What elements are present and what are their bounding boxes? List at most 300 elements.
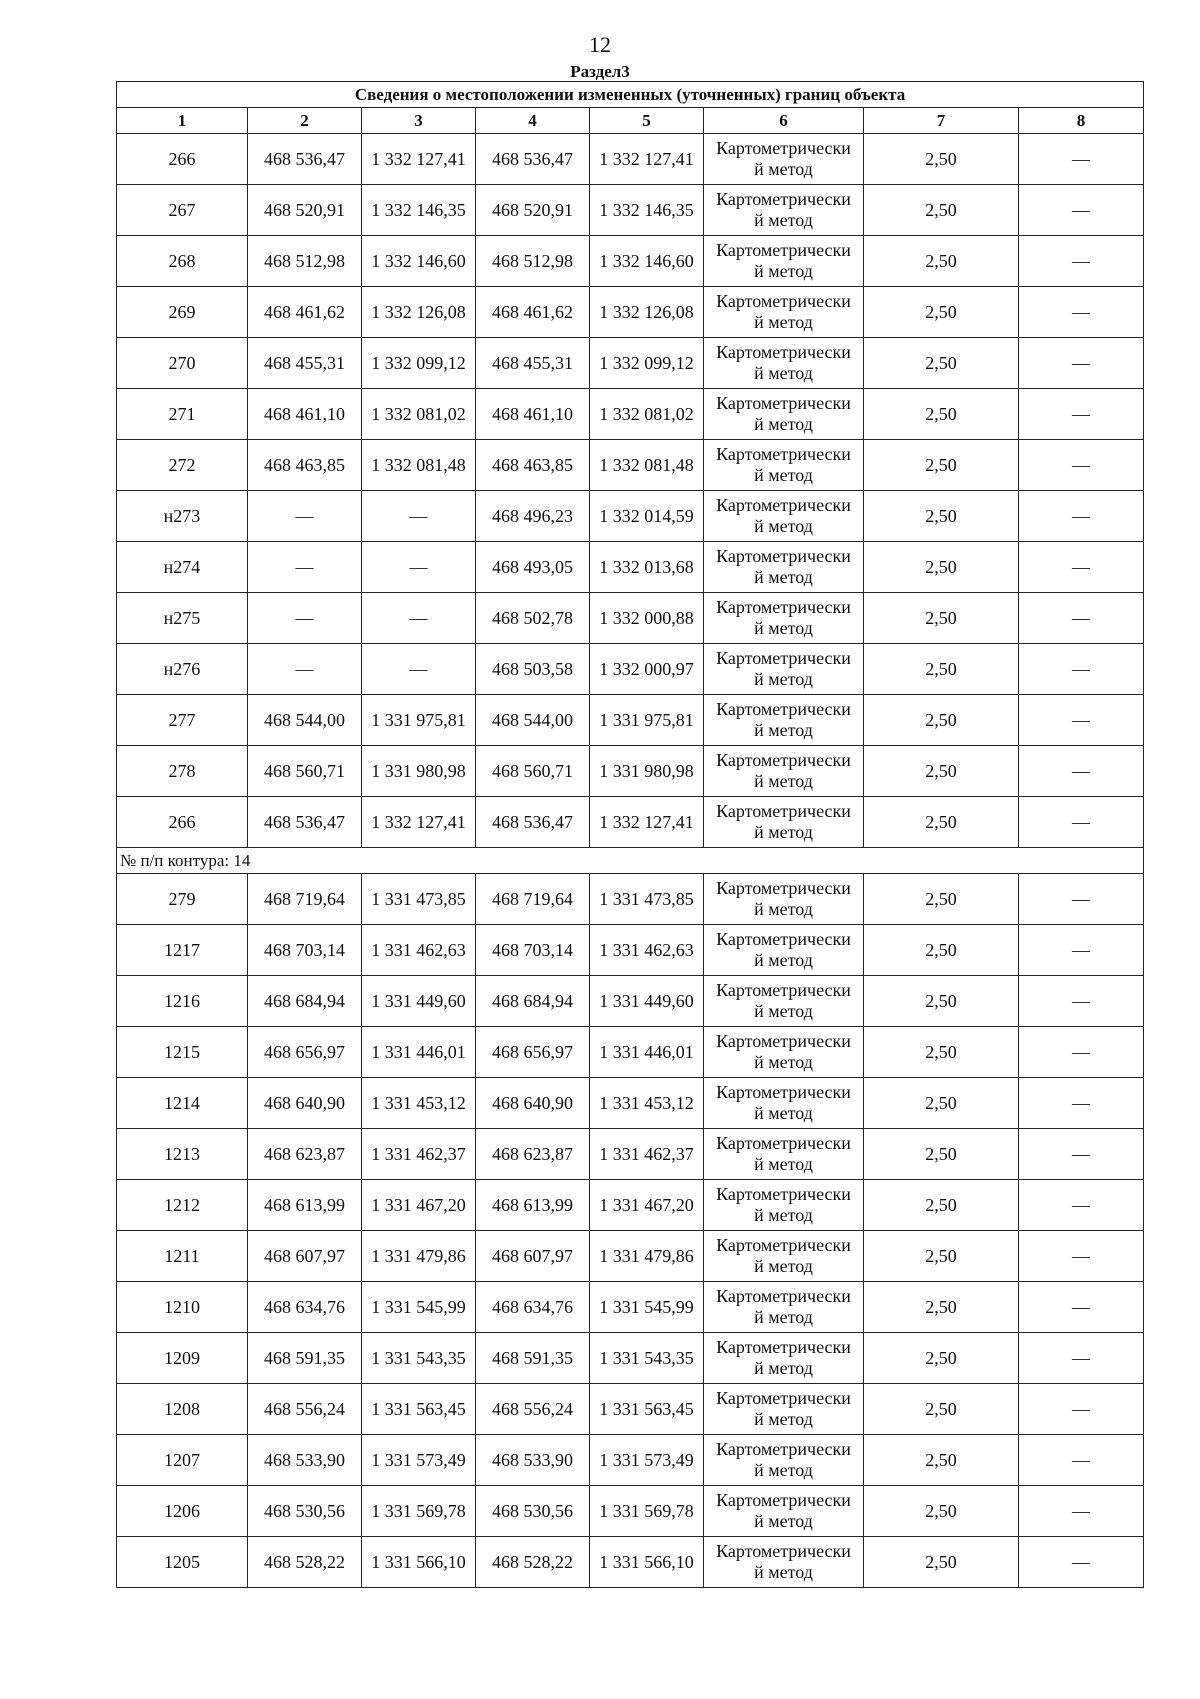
description-cell: —	[1019, 440, 1144, 491]
method-text-line1: Картометрически	[716, 1133, 851, 1153]
coordinate-cell: 1 331 462,63	[362, 925, 476, 976]
method-cell	[704, 338, 864, 389]
method-text-line2: й метод	[754, 669, 813, 689]
method-text-line1: Картометрически	[716, 138, 851, 158]
table-row	[117, 1384, 1144, 1435]
method-text-line2: й метод	[754, 899, 813, 919]
method-text-line1: Картометрически	[716, 546, 851, 566]
method-text-line1: Картометрически	[716, 1235, 851, 1255]
coordinate-cell: 1 331 449,60	[362, 976, 476, 1027]
method-text-line1: Картометрически	[716, 648, 851, 668]
method-cell	[704, 236, 864, 287]
description-cell: —	[1019, 287, 1144, 338]
coordinate-cell: 468 560,71	[476, 746, 590, 797]
description-cell: —	[1019, 1435, 1144, 1486]
point-number-cell: 268	[117, 236, 248, 287]
table-row	[117, 389, 1144, 440]
method-text-line2: й метод	[754, 1307, 813, 1327]
point-number-cell: 1207	[117, 1435, 248, 1486]
coordinate-cell: 468 455,31	[476, 338, 590, 389]
precision-cell: 2,50	[864, 925, 1019, 976]
table-row	[117, 338, 1144, 389]
description-cell: —	[1019, 1231, 1144, 1282]
description-cell: —	[1019, 644, 1144, 695]
coordinate-cell: 1 331 980,98	[590, 746, 704, 797]
column-header: 4	[476, 108, 590, 134]
precision-cell: 2,50	[864, 1282, 1019, 1333]
method-text-line2: й метод	[754, 1562, 813, 1582]
coordinate-cell: 1 332 146,35	[362, 185, 476, 236]
coordinate-cell: 1 331 975,81	[362, 695, 476, 746]
method-cell	[704, 134, 864, 185]
table-row	[117, 976, 1144, 1027]
method-cell	[704, 1078, 864, 1129]
table-row	[117, 695, 1144, 746]
table-row	[117, 1282, 1144, 1333]
description-cell: —	[1019, 542, 1144, 593]
description-cell: —	[1019, 1537, 1144, 1588]
precision-cell: 2,50	[864, 389, 1019, 440]
point-number-cell: 1216	[117, 976, 248, 1027]
coordinate-cell: 1 332 099,12	[590, 338, 704, 389]
precision-cell: 2,50	[864, 874, 1019, 925]
coordinate-cell: 1 331 473,85	[590, 874, 704, 925]
method-text-line1: Картометрически	[716, 1184, 851, 1204]
coordinate-cell: 1 331 573,49	[362, 1435, 476, 1486]
precision-cell: 2,50	[864, 1027, 1019, 1078]
coordinate-cell: 1 332 081,02	[590, 389, 704, 440]
coordinate-cell: 1 331 446,01	[362, 1027, 476, 1078]
method-text-line1: Картометрически	[716, 495, 851, 515]
table-row	[117, 1435, 1144, 1486]
method-text-line1: Картометрически	[716, 1286, 851, 1306]
coordinate-cell: 1 331 573,49	[590, 1435, 704, 1486]
coordinate-cell: 1 331 543,35	[362, 1333, 476, 1384]
coordinate-cell: 468 461,10	[248, 389, 362, 440]
method-cell	[704, 542, 864, 593]
coordinate-cell: 468 544,00	[476, 695, 590, 746]
coordinate-cell: 1 331 975,81	[590, 695, 704, 746]
method-text-line2: й метод	[754, 1358, 813, 1378]
method-text-line1: Картометрически	[716, 1541, 851, 1561]
method-text-line1: Картометрически	[716, 240, 851, 260]
coordinate-cell: 468 536,47	[248, 134, 362, 185]
coordinate-cell: 468 536,47	[248, 797, 362, 848]
method-text-line1: Картометрически	[716, 801, 851, 821]
coordinate-cell: 1 332 126,08	[590, 287, 704, 338]
coordinate-cell: 1 331 467,20	[590, 1180, 704, 1231]
point-number-cell: 278	[117, 746, 248, 797]
coordinate-cell: 1 331 566,10	[590, 1537, 704, 1588]
coordinate-cell: 468 719,64	[248, 874, 362, 925]
section-label: Раздел3	[570, 62, 630, 81]
method-text-line2: й метод	[754, 363, 813, 383]
description-cell: —	[1019, 797, 1144, 848]
method-text-line2: й метод	[754, 516, 813, 536]
description-cell: —	[1019, 134, 1144, 185]
method-text-line1: Картометрически	[716, 878, 851, 898]
method-text-line2: й метод	[754, 1154, 813, 1174]
method-text-line1: Картометрически	[716, 597, 851, 617]
description-cell: —	[1019, 491, 1144, 542]
coordinate-cell: 1 331 569,78	[590, 1486, 704, 1537]
page-number: 12	[589, 32, 611, 57]
coordinate-cell: 468 455,31	[248, 338, 362, 389]
point-number-cell: 269	[117, 287, 248, 338]
table-row	[117, 1027, 1144, 1078]
coordinate-cell: 1 331 479,86	[590, 1231, 704, 1282]
method-cell	[704, 1384, 864, 1435]
point-number-cell: 1215	[117, 1027, 248, 1078]
coordinate-cell: 1 331 462,37	[362, 1129, 476, 1180]
table-row	[117, 874, 1144, 925]
coordinate-cell: 1 331 563,45	[362, 1384, 476, 1435]
method-cell	[704, 185, 864, 236]
table-title: Сведения о местоположении измененных (уточненных) границ объекта	[117, 82, 1144, 108]
method-text-line1: Картометрически	[716, 444, 851, 464]
method-text-line1: Картометрически	[716, 342, 851, 362]
coordinate-cell: 468 591,35	[248, 1333, 362, 1384]
method-text-line2: й метод	[754, 210, 813, 230]
method-text-line2: й метод	[754, 465, 813, 485]
coordinate-cell: 1 332 000,97	[590, 644, 704, 695]
table-row	[117, 746, 1144, 797]
point-number-cell: н275	[117, 593, 248, 644]
method-text-line1: Картометрически	[716, 750, 851, 770]
coordinate-cell: 468 623,87	[248, 1129, 362, 1180]
coordinate-cell: —	[362, 491, 476, 542]
point-number-cell: 266	[117, 797, 248, 848]
method-text-line2: й метод	[754, 1256, 813, 1276]
coordinate-cell: 468 536,47	[476, 797, 590, 848]
boundary-table	[116, 81, 1144, 1588]
coordinate-cell: —	[248, 593, 362, 644]
coordinate-cell: 1 332 146,35	[590, 185, 704, 236]
precision-cell: 2,50	[864, 644, 1019, 695]
coordinate-cell: 468 703,14	[476, 925, 590, 976]
method-cell	[704, 695, 864, 746]
method-text-line2: й метод	[754, 771, 813, 791]
method-cell	[704, 1282, 864, 1333]
method-cell	[704, 389, 864, 440]
method-text-line2: й метод	[754, 1052, 813, 1072]
method-text-line2: й метод	[754, 1409, 813, 1429]
coordinate-cell: 468 461,62	[476, 287, 590, 338]
method-cell	[704, 440, 864, 491]
coordinate-cell: 468 607,97	[476, 1231, 590, 1282]
coordinate-cell: 1 332 127,41	[362, 134, 476, 185]
precision-cell: 2,50	[864, 1129, 1019, 1180]
coordinate-cell: 1 331 462,37	[590, 1129, 704, 1180]
column-header-row	[117, 108, 1144, 134]
column-header: 6	[704, 108, 864, 134]
method-text-line2: й метод	[754, 261, 813, 281]
point-number-cell: 1214	[117, 1078, 248, 1129]
coordinate-cell: 1 331 980,98	[362, 746, 476, 797]
method-text-line1: Картометрически	[716, 1490, 851, 1510]
description-cell: —	[1019, 925, 1144, 976]
coordinate-cell: 1 331 545,99	[362, 1282, 476, 1333]
method-cell	[704, 593, 864, 644]
point-number-cell: 279	[117, 874, 248, 925]
description-cell: —	[1019, 185, 1144, 236]
coordinate-cell: 468 512,98	[248, 236, 362, 287]
method-text-line1: Картометрически	[716, 393, 851, 413]
method-cell	[704, 1486, 864, 1537]
column-header: 3	[362, 108, 476, 134]
table-row	[117, 593, 1144, 644]
table-row	[117, 1537, 1144, 1588]
method-text-line1: Картометрически	[716, 1082, 851, 1102]
precision-cell: 2,50	[864, 1231, 1019, 1282]
precision-cell: 2,50	[864, 338, 1019, 389]
coordinate-cell: 468 463,85	[476, 440, 590, 491]
description-cell: —	[1019, 1027, 1144, 1078]
method-text-line2: й метод	[754, 822, 813, 842]
method-cell	[704, 874, 864, 925]
table-row	[117, 440, 1144, 491]
description-cell: —	[1019, 593, 1144, 644]
coordinate-cell: 468 544,00	[248, 695, 362, 746]
method-cell	[704, 491, 864, 542]
table-row	[117, 287, 1144, 338]
point-number-cell: 1208	[117, 1384, 248, 1435]
coordinate-cell: 1 331 446,01	[590, 1027, 704, 1078]
coordinate-cell: 468 463,85	[248, 440, 362, 491]
coordinate-cell: 1 331 569,78	[362, 1486, 476, 1537]
precision-cell: 2,50	[864, 1333, 1019, 1384]
method-text-line2: й метод	[754, 312, 813, 332]
coordinate-cell: 1 332 014,59	[590, 491, 704, 542]
coordinate-cell: 1 331 453,12	[590, 1078, 704, 1129]
table-row	[117, 1180, 1144, 1231]
method-text-line2: й метод	[754, 414, 813, 434]
precision-cell: 2,50	[864, 542, 1019, 593]
method-cell	[704, 287, 864, 338]
coordinate-cell: 1 331 566,10	[362, 1537, 476, 1588]
column-header: 2	[248, 108, 362, 134]
method-cell	[704, 1180, 864, 1231]
point-number-cell: 271	[117, 389, 248, 440]
coordinate-cell: 468 684,94	[476, 976, 590, 1027]
column-header: 7	[864, 108, 1019, 134]
coordinate-cell: —	[248, 644, 362, 695]
point-number-cell: 270	[117, 338, 248, 389]
point-number-cell: 1212	[117, 1180, 248, 1231]
coordinate-cell: 468 640,90	[248, 1078, 362, 1129]
method-text-line2: й метод	[754, 159, 813, 179]
coordinate-cell: 468 634,76	[476, 1282, 590, 1333]
point-number-cell: 1210	[117, 1282, 248, 1333]
precision-cell: 2,50	[864, 440, 1019, 491]
description-cell: —	[1019, 874, 1144, 925]
coordinate-cell: 1 332 146,60	[362, 236, 476, 287]
coordinate-cell: 468 533,90	[248, 1435, 362, 1486]
table-row	[117, 542, 1144, 593]
coordinate-cell: —	[362, 593, 476, 644]
coordinate-cell: 1 332 081,02	[362, 389, 476, 440]
table-row	[117, 797, 1144, 848]
precision-cell: 2,50	[864, 1078, 1019, 1129]
coordinate-cell: 468 533,90	[476, 1435, 590, 1486]
coordinate-cell: 468 503,58	[476, 644, 590, 695]
table-row	[117, 1129, 1144, 1180]
table-row	[117, 1333, 1144, 1384]
method-cell	[704, 644, 864, 695]
coordinate-cell: 1 332 127,41	[590, 797, 704, 848]
method-cell	[704, 925, 864, 976]
description-cell: —	[1019, 389, 1144, 440]
coordinate-cell: 468 530,56	[476, 1486, 590, 1537]
contour-row	[117, 848, 1144, 874]
method-text-line2: й метод	[754, 720, 813, 740]
coordinate-cell: 1 332 126,08	[362, 287, 476, 338]
method-text-line2: й метод	[754, 950, 813, 970]
precision-cell: 2,50	[864, 746, 1019, 797]
description-cell: —	[1019, 746, 1144, 797]
method-cell	[704, 1027, 864, 1078]
method-text-line1: Картометрически	[716, 980, 851, 1000]
method-cell	[704, 1537, 864, 1588]
coordinate-cell: 468 591,35	[476, 1333, 590, 1384]
point-number-cell: 277	[117, 695, 248, 746]
coordinate-cell: 468 607,97	[248, 1231, 362, 1282]
point-number-cell: 1209	[117, 1333, 248, 1384]
method-text-line1: Картометрически	[716, 1337, 851, 1357]
table-row	[117, 491, 1144, 542]
description-cell: —	[1019, 1129, 1144, 1180]
method-text-line1: Картометрически	[716, 1439, 851, 1459]
coordinate-cell: 1 332 127,41	[362, 797, 476, 848]
column-header: 8	[1019, 108, 1144, 134]
method-text-line2: й метод	[754, 1103, 813, 1123]
precision-cell: 2,50	[864, 287, 1019, 338]
coordinate-cell: 468 502,78	[476, 593, 590, 644]
precision-cell: 2,50	[864, 491, 1019, 542]
coordinate-cell: —	[248, 542, 362, 593]
table-row	[117, 185, 1144, 236]
coordinate-cell: 468 530,56	[248, 1486, 362, 1537]
coordinate-cell: 468 512,98	[476, 236, 590, 287]
method-text-line2: й метод	[754, 1460, 813, 1480]
table-row	[117, 925, 1144, 976]
point-number-cell: 1205	[117, 1537, 248, 1588]
precision-cell: 2,50	[864, 134, 1019, 185]
point-number-cell: 267	[117, 185, 248, 236]
coordinate-cell: 1 331 462,63	[590, 925, 704, 976]
coordinate-cell: 1 332 000,88	[590, 593, 704, 644]
precision-cell: 2,50	[864, 1537, 1019, 1588]
description-cell: —	[1019, 976, 1144, 1027]
coordinate-cell: 468 613,99	[248, 1180, 362, 1231]
coordinate-cell: 1 332 081,48	[362, 440, 476, 491]
method-cell	[704, 746, 864, 797]
coordinate-cell: 1 331 543,35	[590, 1333, 704, 1384]
coordinate-cell: 468 640,90	[476, 1078, 590, 1129]
point-number-cell: 1206	[117, 1486, 248, 1537]
coordinate-cell: 1 331 479,86	[362, 1231, 476, 1282]
coordinate-cell: —	[362, 542, 476, 593]
coordinate-cell: 468 520,91	[476, 185, 590, 236]
coordinate-cell: 468 556,24	[476, 1384, 590, 1435]
method-text-line2: й метод	[754, 1205, 813, 1225]
description-cell: —	[1019, 1333, 1144, 1384]
coordinate-cell: 1 331 545,99	[590, 1282, 704, 1333]
method-text-line2: й метод	[754, 618, 813, 638]
point-number-cell: н276	[117, 644, 248, 695]
method-text-line1: Картометрически	[716, 699, 851, 719]
coordinate-cell: 468 528,22	[248, 1537, 362, 1588]
method-cell	[704, 1231, 864, 1282]
point-number-cell: 1217	[117, 925, 248, 976]
precision-cell: 2,50	[864, 797, 1019, 848]
coordinate-cell: 468 703,14	[248, 925, 362, 976]
precision-cell: 2,50	[864, 1435, 1019, 1486]
coordinate-cell: 468 684,94	[248, 976, 362, 1027]
description-cell: —	[1019, 338, 1144, 389]
coordinate-cell: 468 623,87	[476, 1129, 590, 1180]
coordinate-cell: 468 520,91	[248, 185, 362, 236]
method-cell	[704, 1435, 864, 1486]
coordinate-cell: 468 613,99	[476, 1180, 590, 1231]
method-text-line1: Картометрически	[716, 929, 851, 949]
contour-label: № п/п контура: 14	[117, 848, 1144, 874]
coordinate-cell: 1 331 563,45	[590, 1384, 704, 1435]
table-row	[117, 1231, 1144, 1282]
method-cell	[704, 976, 864, 1027]
method-text-line1: Картометрически	[716, 1031, 851, 1051]
description-cell: —	[1019, 1180, 1144, 1231]
precision-cell: 2,50	[864, 593, 1019, 644]
coordinate-cell: 468 656,97	[476, 1027, 590, 1078]
point-number-cell: 272	[117, 440, 248, 491]
precision-cell: 2,50	[864, 185, 1019, 236]
table-row	[117, 134, 1144, 185]
method-text-line2: й метод	[754, 1001, 813, 1021]
description-cell: —	[1019, 1486, 1144, 1537]
coordinate-cell: 1 331 473,85	[362, 874, 476, 925]
coordinate-cell: —	[362, 644, 476, 695]
point-number-cell: 266	[117, 134, 248, 185]
method-cell	[704, 1129, 864, 1180]
coordinate-cell: 468 719,64	[476, 874, 590, 925]
method-text-line1: Картометрически	[716, 1388, 851, 1408]
coordinate-cell: 468 461,10	[476, 389, 590, 440]
precision-cell: 2,50	[864, 976, 1019, 1027]
precision-cell: 2,50	[864, 1384, 1019, 1435]
coordinate-cell: 468 556,24	[248, 1384, 362, 1435]
method-text-line1: Картометрически	[716, 291, 851, 311]
method-text-line2: й метод	[754, 1511, 813, 1531]
point-number-cell: 1211	[117, 1231, 248, 1282]
coordinate-cell: 468 560,71	[248, 746, 362, 797]
description-cell: —	[1019, 695, 1144, 746]
coordinate-cell: 1 332 146,60	[590, 236, 704, 287]
point-number-cell: н274	[117, 542, 248, 593]
description-cell: —	[1019, 1078, 1144, 1129]
precision-cell: 2,50	[864, 1180, 1019, 1231]
column-header: 5	[590, 108, 704, 134]
coordinate-cell: 468 461,62	[248, 287, 362, 338]
coordinate-cell: 468 634,76	[248, 1282, 362, 1333]
coordinate-cell: —	[248, 491, 362, 542]
description-cell: —	[1019, 1384, 1144, 1435]
coordinate-cell: 468 656,97	[248, 1027, 362, 1078]
table-row	[117, 1486, 1144, 1537]
method-text-line2: й метод	[754, 567, 813, 587]
precision-cell: 2,50	[864, 1486, 1019, 1537]
coordinate-cell: 1 332 127,41	[590, 134, 704, 185]
